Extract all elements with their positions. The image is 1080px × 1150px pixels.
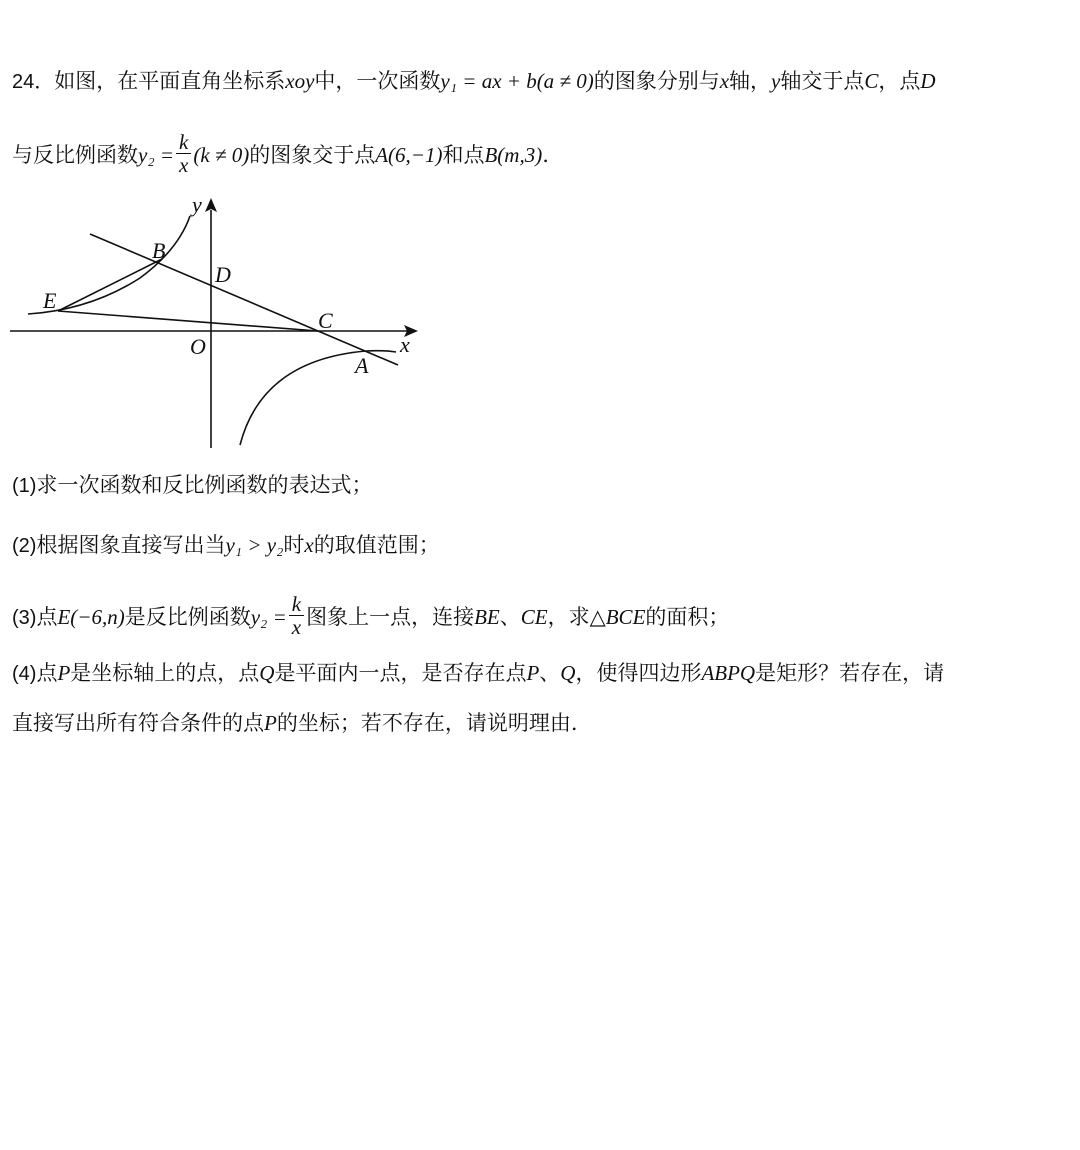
text: ，求: [547, 605, 590, 629]
coord-system: xoy: [285, 69, 315, 93]
y-axis-arrow: [205, 198, 217, 212]
linear-function: y₁ = ax + b(a ≠ 0): [440, 69, 594, 93]
question-number: (4): [12, 663, 37, 685]
separator: 、: [499, 605, 521, 629]
point-p: P: [526, 661, 540, 685]
segment-be-text: BE: [474, 605, 500, 629]
label-a: A: [355, 353, 369, 378]
text: 的取值范围；: [313, 533, 440, 557]
question-3: [12, 592, 730, 641]
x-symbol: x: [304, 533, 314, 557]
question-4-line-2: [12, 708, 578, 738]
label-b: B: [152, 238, 166, 263]
text: 是矩形？若存在，请: [755, 661, 945, 685]
k-condition: (k ≠ 0): [193, 143, 250, 167]
inequality: y₁ > y₂: [225, 533, 284, 557]
coordinate-figure: [0, 190, 440, 455]
fraction-numerator: k: [289, 593, 304, 616]
fraction-k-over-x: [176, 131, 191, 176]
question-2: [12, 530, 440, 561]
question-1: [12, 470, 372, 501]
inverse-function-lhs: y₂ =: [250, 605, 287, 629]
problem-line-2: [12, 130, 549, 179]
label-o: O: [190, 334, 206, 359]
label-e: E: [43, 288, 57, 313]
text: 和点: [442, 143, 485, 167]
text: 中，一次函数: [314, 69, 441, 93]
point-q: Q: [259, 661, 275, 685]
fraction-denominator: x: [179, 153, 189, 177]
label-y: y: [192, 192, 202, 217]
question-number: (3): [12, 607, 37, 629]
question-number: (2): [12, 535, 37, 557]
problem-number: 24．: [12, 71, 55, 93]
point-a: A(6,−1): [375, 143, 443, 167]
y-symbol: y: [771, 69, 781, 93]
text: ，点: [878, 69, 921, 93]
inverse-function-lhs: y₂ =: [138, 143, 175, 167]
point-b: B(m,3): [484, 143, 543, 167]
point-p: P: [57, 661, 71, 685]
text: 的图象交于点: [249, 143, 376, 167]
text: 图象上一点，连接: [306, 605, 475, 629]
point-e: E(−6,n): [57, 605, 125, 629]
text: 与反比例函数: [12, 143, 138, 167]
question-4-line-1: [12, 658, 944, 689]
text: 是平面内一点，是否存在点: [274, 661, 527, 685]
hyperbola-branch-lower: [240, 351, 396, 445]
linear-function-line: [90, 234, 398, 365]
question-text: 求一次函数和反比例函数的表达式；: [36, 473, 373, 497]
point-q: Q: [560, 661, 576, 685]
text: 的图象分别与: [593, 69, 720, 93]
text: 根据图象直接写出当: [36, 533, 226, 557]
segment-ce-text: CE: [520, 605, 548, 629]
point-c: C: [864, 69, 879, 93]
text: 轴，: [729, 69, 772, 93]
text: 点: [36, 661, 58, 685]
triangle-bce: △BCE: [589, 605, 646, 629]
separator: 、: [539, 661, 561, 685]
quadrilateral-abpq: ABPQ: [701, 661, 756, 685]
problem-line-1: [12, 66, 936, 97]
text: 如图，在平面直角坐标系: [54, 69, 286, 93]
label-d: D: [215, 262, 231, 287]
text: 点: [36, 605, 58, 629]
point-p: P: [264, 711, 277, 735]
fraction-denominator: x: [291, 615, 302, 639]
question-number: (1): [12, 475, 37, 497]
text: 直接写出所有符合条件的点: [12, 711, 264, 735]
x-symbol: x: [719, 69, 730, 93]
label-x: x: [400, 332, 410, 357]
text: 轴交于点: [780, 69, 865, 93]
label-c: C: [318, 308, 333, 333]
fraction-numerator: k: [176, 131, 191, 154]
point-d: D: [920, 69, 936, 93]
fraction-k-over-x: [289, 593, 304, 638]
text: 是反比例函数: [124, 605, 251, 629]
text: 是坐标轴上的点，点: [70, 661, 260, 685]
segment-be: [58, 259, 162, 311]
text: ，使得四边形: [575, 661, 702, 685]
text: 的面积；: [645, 605, 730, 629]
period: .: [542, 143, 549, 167]
text: 的坐标；若不存在，请说明理由.: [276, 711, 578, 735]
text: 时: [283, 533, 305, 557]
